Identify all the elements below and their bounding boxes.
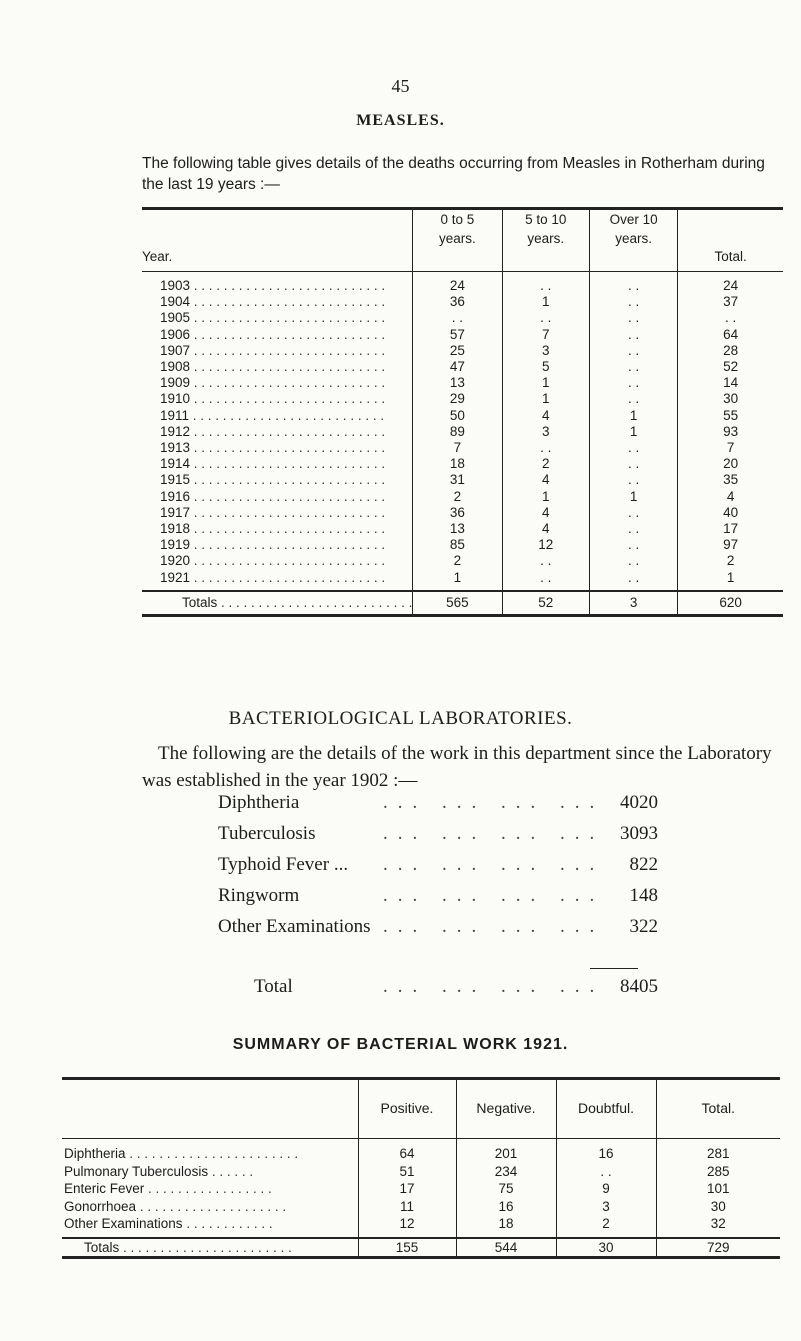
column-header-total: Total. bbox=[656, 1079, 780, 1139]
summary-header-row bbox=[62, 1079, 780, 1139]
cell-over-10: . . bbox=[589, 294, 677, 310]
total-rule bbox=[590, 968, 638, 969]
cell-5-to-10: . . bbox=[502, 570, 589, 591]
page-number: 45 bbox=[391, 76, 410, 96]
bacteriological-heading: BACTERIOLOGICAL LABORATORIES. bbox=[228, 708, 573, 729]
cell-total: 55 bbox=[678, 408, 783, 424]
year-cell: 1920 . . . . . . . . . . . . . . . . . . . . . . . . . . bbox=[160, 553, 386, 569]
list-item-leader: ... ... ... ... bbox=[383, 885, 605, 906]
table-row bbox=[142, 489, 783, 505]
list-item-value: 4020 bbox=[620, 792, 658, 813]
cell-5-to-10: . . bbox=[502, 272, 589, 295]
cell-0-to-5: 85 bbox=[413, 537, 502, 553]
list-item-leader: ... ... ... ... bbox=[383, 823, 605, 844]
cell-negative: 201 bbox=[456, 1139, 556, 1163]
list-item bbox=[218, 885, 658, 916]
row-label: Other Examinations . . . . . . . . . . . . bbox=[64, 1216, 273, 1231]
year-cell: 1917 . . . . . . . . . . . . . . . . . . . . . . . . . . bbox=[160, 504, 386, 520]
list-item-value: 3093 bbox=[620, 823, 658, 844]
cell-total: 40 bbox=[678, 505, 783, 521]
measles-deaths-table bbox=[142, 207, 783, 617]
column-header-total: Total. bbox=[678, 209, 783, 272]
year-cell: 1909 . . . . . . . . . . . . . . . . . . . . . . . . . . bbox=[160, 375, 386, 391]
cell-5-to-10: 3 bbox=[502, 424, 589, 440]
year-cell: 1903 . . . . . . . . . . . . . . . . . . . . . . . . . . bbox=[160, 278, 386, 293]
year-cell: 1905 . . . . . . . . . . . . . . . . . . . . . . . . . . bbox=[160, 310, 386, 326]
year-cell: 1912 . . . . . . . . . . . . . . . . . . . . . . . . . . bbox=[160, 423, 386, 439]
list-item-value: 148 bbox=[629, 885, 658, 906]
cell-total: 28 bbox=[678, 343, 783, 359]
cell-negative: 234 bbox=[456, 1163, 556, 1181]
table-row bbox=[142, 553, 783, 569]
table-row bbox=[142, 424, 783, 440]
cell-over-10: . . bbox=[589, 359, 677, 375]
year-cell: 1907 . . . . . . . . . . . . . . . . . . . . . . . . . . bbox=[160, 342, 386, 358]
table-row bbox=[142, 505, 783, 521]
year-cell: 1914 . . . . . . . . . . . . . . . . . . . . . . . . . . bbox=[160, 456, 386, 472]
cell-total: 285 bbox=[656, 1163, 780, 1181]
cell-5-to-10: 1 bbox=[502, 489, 589, 505]
list-item-leader: ... ... ... ... bbox=[383, 792, 605, 813]
cell-5-to-10: . . bbox=[502, 553, 589, 569]
total-label: Total bbox=[254, 976, 293, 997]
list-item bbox=[218, 854, 658, 885]
totals-label: Totals . . . . . . . . . . . . . . . . . . . . . . . . . . bbox=[142, 591, 413, 616]
table-row bbox=[142, 310, 783, 326]
summary-totals-row bbox=[62, 1238, 780, 1258]
cell-over-10: . . bbox=[589, 537, 677, 553]
cell-total: 281 bbox=[656, 1139, 780, 1163]
cell-5-to-10: 7 bbox=[502, 327, 589, 343]
cell-total: 30 bbox=[678, 391, 783, 407]
list-item-label: Diphtheria bbox=[218, 792, 300, 813]
cell-5-to-10: 4 bbox=[502, 472, 589, 488]
cell-over-10: . . bbox=[589, 375, 677, 391]
cell-0-to-5: 57 bbox=[413, 327, 502, 343]
summary-table bbox=[62, 1077, 780, 1259]
summary-heading: SUMMARY OF BACTERIAL WORK 1921. bbox=[232, 1036, 569, 1053]
column-header-5-to-10: 5 to 10 years. bbox=[502, 209, 589, 272]
cell-0-to-5: 7 bbox=[413, 440, 502, 456]
totals-total: 620 bbox=[678, 591, 783, 616]
year-cell: 1915 . . . . . . . . . . . . . . . . . . . . . . . . . . bbox=[160, 472, 386, 488]
cell-total: . . bbox=[678, 310, 783, 326]
cell-0-to-5: 18 bbox=[413, 456, 502, 472]
measles-intro: The following table gives details of the deaths occurring from Measles in Rotherham during the last 19 years :— bbox=[142, 155, 765, 193]
table-row bbox=[62, 1139, 780, 1163]
cell-0-to-5: 47 bbox=[413, 359, 502, 375]
cell-0-to-5: 50 bbox=[413, 408, 502, 424]
cell-5-to-10: . . bbox=[502, 310, 589, 326]
table-row bbox=[142, 570, 783, 591]
list-item bbox=[218, 823, 658, 854]
cell-total: 101 bbox=[656, 1180, 780, 1198]
table-row bbox=[142, 375, 783, 391]
totals-5-to-10: 52 bbox=[502, 591, 589, 616]
year-cell: 1911 . . . . . . . . . . . . . . . . . . . . . . . . . . bbox=[160, 407, 385, 423]
cell-total: 17 bbox=[678, 521, 783, 537]
column-header-year: Year. bbox=[142, 209, 413, 272]
cell-total: 1 bbox=[678, 570, 783, 591]
cell-total: 30 bbox=[656, 1198, 780, 1216]
year-cell: 1913 . . . . . . . . . . . . . . . . . . . . . . . . . . bbox=[160, 440, 386, 456]
cell-5-to-10: 5 bbox=[502, 359, 589, 375]
row-label: Pulmonary Tuberculosis . . . . . . bbox=[64, 1163, 254, 1179]
totals-over-10: 3 bbox=[589, 591, 677, 616]
cell-positive: 17 bbox=[358, 1180, 456, 1198]
table-row bbox=[142, 359, 783, 375]
list-item bbox=[218, 792, 658, 823]
year-cell: 1906 . . . . . . . . . . . . . . . . . . . . . . . . . . bbox=[160, 326, 386, 342]
cell-over-10: . . bbox=[589, 343, 677, 359]
cell-0-to-5: 13 bbox=[413, 521, 502, 537]
cell-0-to-5: 31 bbox=[413, 472, 502, 488]
table-row bbox=[142, 294, 783, 310]
summary-header-blank bbox=[62, 1079, 358, 1139]
table-row bbox=[62, 1163, 780, 1181]
total-value: 8405 bbox=[620, 976, 658, 997]
bacteriological-total bbox=[218, 976, 658, 1007]
list-item-value: 322 bbox=[629, 916, 658, 937]
cell-5-to-10: 4 bbox=[502, 408, 589, 424]
cell-5-to-10: 4 bbox=[502, 521, 589, 537]
cell-total: 93 bbox=[678, 424, 783, 440]
list-item-label: Tuberculosis bbox=[218, 823, 316, 844]
column-header-doubtful: Doubtful. bbox=[556, 1079, 656, 1139]
row-label: Enteric Fever . . . . . . . . . . . . . . . . . bbox=[64, 1181, 272, 1196]
cell-over-10: . . bbox=[589, 472, 677, 488]
cell-5-to-10: 4 bbox=[502, 505, 589, 521]
column-header-over-10: Over 10 years. bbox=[589, 209, 677, 272]
cell-over-10: . . bbox=[589, 570, 677, 591]
cell-over-10: 1 bbox=[589, 408, 677, 424]
cell-doubtful: . . bbox=[556, 1163, 656, 1181]
row-label: Diphtheria . . . . . . . . . . . . . . . . . . . . . . . bbox=[64, 1146, 299, 1161]
table-row bbox=[142, 272, 783, 295]
cell-0-to-5: 1 bbox=[413, 570, 502, 591]
year-cell: 1921 . . . . . . . . . . . . . . . . . . . . . . . . . . bbox=[160, 569, 386, 585]
cell-doubtful: 3 bbox=[556, 1198, 656, 1216]
cell-over-10: . . bbox=[589, 327, 677, 343]
cell-positive: 11 bbox=[358, 1198, 456, 1216]
table-row bbox=[142, 327, 783, 343]
cell-negative: 18 bbox=[456, 1215, 556, 1238]
list-item bbox=[218, 916, 658, 947]
cell-0-to-5: 36 bbox=[413, 294, 502, 310]
row-label: Gonorrhoea . . . . . . . . . . . . . . . . . . . . bbox=[64, 1198, 287, 1214]
year-cell: 1904 . . . . . . . . . . . . . . . . . . . . . . . . . . bbox=[160, 294, 386, 310]
table-row bbox=[62, 1198, 780, 1216]
measles-header-row bbox=[142, 209, 783, 272]
table-row bbox=[142, 440, 783, 456]
year-cell: 1908 . . . . . . . . . . . . . . . . . . . . . . . . . . bbox=[160, 359, 386, 375]
totals-0-to-5: 565 bbox=[413, 591, 502, 616]
cell-over-10: . . bbox=[589, 505, 677, 521]
table-row bbox=[62, 1215, 780, 1238]
year-cell: 1910 . . . . . . . . . . . . . . . . . . . . . . . . . . bbox=[160, 391, 386, 407]
summary-totals-positive: 155 bbox=[358, 1238, 456, 1258]
cell-0-to-5: 24 bbox=[413, 272, 502, 295]
cell-over-10: . . bbox=[589, 310, 677, 326]
cell-over-10: . . bbox=[589, 553, 677, 569]
list-item-leader: ... ... ... ... bbox=[383, 916, 605, 937]
cell-over-10: . . bbox=[589, 391, 677, 407]
bacteriological-list bbox=[218, 792, 658, 947]
list-item-value: 822 bbox=[629, 854, 658, 875]
cell-0-to-5: 2 bbox=[413, 553, 502, 569]
table-row bbox=[142, 456, 783, 472]
measles-heading: MEASLES. bbox=[356, 112, 445, 129]
cell-5-to-10: 3 bbox=[502, 343, 589, 359]
cell-doubtful: 9 bbox=[556, 1180, 656, 1198]
table-row bbox=[142, 537, 783, 553]
cell-5-to-10: 2 bbox=[502, 456, 589, 472]
summary-totals-negative: 544 bbox=[456, 1238, 556, 1258]
cell-0-to-5: 89 bbox=[413, 424, 502, 440]
cell-over-10: . . bbox=[589, 272, 677, 295]
cell-over-10: . . bbox=[589, 456, 677, 472]
year-cell: 1916 . . . . . . . . . . . . . . . . . . . . . . . . . . bbox=[160, 488, 386, 504]
cell-positive: 12 bbox=[358, 1215, 456, 1238]
cell-0-to-5: 2 bbox=[413, 489, 502, 505]
cell-total: 7 bbox=[678, 440, 783, 456]
cell-positive: 64 bbox=[358, 1139, 456, 1163]
cell-doubtful: 2 bbox=[556, 1215, 656, 1238]
list-item-label: Ringworm bbox=[218, 885, 300, 906]
year-cell: 1919 . . . . . . . . . . . . . . . . . . . . . . . . . . bbox=[160, 537, 386, 553]
cell-0-to-5: 36 bbox=[413, 505, 502, 521]
column-header-0-to-5: 0 to 5 years. bbox=[413, 209, 502, 272]
column-header-negative: Negative. bbox=[456, 1079, 556, 1139]
cell-negative: 75 bbox=[456, 1180, 556, 1198]
cell-total: 32 bbox=[656, 1215, 780, 1238]
summary-totals-doubtful: 30 bbox=[556, 1238, 656, 1258]
table-row bbox=[142, 343, 783, 359]
list-item-label: Typhoid Fever ... bbox=[218, 854, 349, 875]
bacteriological-intro: The following are the details of the work in this department since the Laboratory was established in the year 1902 :— bbox=[142, 743, 772, 791]
cell-0-to-5: 25 bbox=[413, 343, 502, 359]
table-row bbox=[142, 391, 783, 407]
cell-5-to-10: 1 bbox=[502, 391, 589, 407]
cell-0-to-5: . . bbox=[413, 310, 502, 326]
cell-0-to-5: 13 bbox=[413, 375, 502, 391]
year-cell: 1918 . . . . . . . . . . . . . . . . . . . . . . . . . . bbox=[160, 521, 386, 537]
cell-5-to-10: . . bbox=[502, 440, 589, 456]
summary-totals-label: Totals . . . . . . . . . . . . . . . . . . . . . . . bbox=[62, 1238, 358, 1258]
cell-0-to-5: 29 bbox=[413, 391, 502, 407]
list-item-label: Other Examinations bbox=[218, 916, 371, 937]
cell-over-10: 1 bbox=[589, 489, 677, 505]
list-item-leader: ... ... ... ... bbox=[383, 854, 605, 875]
cell-total: 35 bbox=[678, 472, 783, 488]
cell-doubtful: 16 bbox=[556, 1139, 656, 1163]
cell-total: 37 bbox=[678, 294, 783, 310]
total-leader: ... ... ... ... bbox=[383, 976, 605, 997]
cell-total: 4 bbox=[678, 489, 783, 505]
cell-total: 20 bbox=[678, 456, 783, 472]
cell-5-to-10: 1 bbox=[502, 294, 589, 310]
cell-5-to-10: 12 bbox=[502, 537, 589, 553]
measles-totals-row bbox=[142, 591, 783, 616]
cell-total: 52 bbox=[678, 359, 783, 375]
cell-negative: 16 bbox=[456, 1198, 556, 1216]
summary-totals-total: 729 bbox=[656, 1238, 780, 1258]
cell-over-10: . . bbox=[589, 440, 677, 456]
table-row bbox=[142, 521, 783, 537]
cell-total: 64 bbox=[678, 327, 783, 343]
table-row bbox=[62, 1180, 780, 1198]
table-row bbox=[142, 408, 783, 424]
cell-total: 97 bbox=[678, 537, 783, 553]
cell-5-to-10: 1 bbox=[502, 375, 589, 391]
cell-positive: 51 bbox=[358, 1163, 456, 1181]
cell-over-10: 1 bbox=[589, 424, 677, 440]
cell-total: 2 bbox=[678, 553, 783, 569]
cell-total: 14 bbox=[678, 375, 783, 391]
cell-over-10: . . bbox=[589, 521, 677, 537]
column-header-positive: Positive. bbox=[358, 1079, 456, 1139]
cell-total: 24 bbox=[678, 272, 783, 295]
table-row bbox=[142, 472, 783, 488]
